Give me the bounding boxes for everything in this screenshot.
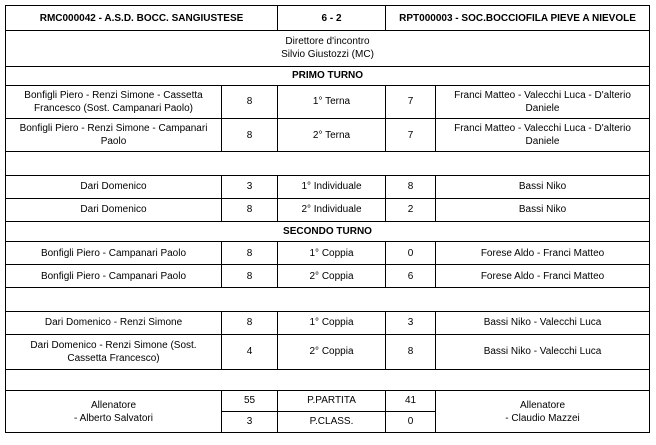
home-coach-cell xyxy=(6,391,222,433)
home-score: 8 xyxy=(222,119,278,152)
director-cell xyxy=(6,31,650,67)
away-score: 2 xyxy=(386,198,436,221)
home-coach-name: - Alberto Salvatori xyxy=(74,412,153,424)
game-row xyxy=(6,198,650,221)
game-type: 1° Coppia xyxy=(278,311,386,334)
home-players: Dari Domenico xyxy=(6,175,222,198)
header-row xyxy=(6,6,650,31)
away-coach-name: - Claudio Mazzei xyxy=(505,412,580,424)
away-coach-label: Allenatore xyxy=(520,399,566,411)
spacer-cell xyxy=(6,370,650,391)
class-label: P.CLASS. xyxy=(278,411,386,432)
away-coach-cell xyxy=(436,391,650,433)
footer-row-partita xyxy=(6,391,650,412)
game-type: 1° Terna xyxy=(278,85,386,118)
home-team-name: RMC000042 - A.S.D. BOCC. SANGIUSTESE xyxy=(6,6,278,31)
director-title: Direttore d'incontro xyxy=(285,36,370,48)
away-team-name: RPT000003 - SOC.BOCCIOFILA PIEVE A NIEVOLE xyxy=(386,6,650,31)
turn-heading-row xyxy=(6,66,650,85)
spacer-row xyxy=(6,288,650,311)
home-players: Bonfigli Piero - Renzi Simone - Cassetta Francesco (Sost. Campanari Paolo) xyxy=(6,85,222,118)
away-players: Forese Aldo - Franci Matteo xyxy=(436,242,650,265)
game-row xyxy=(6,265,650,288)
director-row xyxy=(6,31,650,67)
home-score: 8 xyxy=(222,85,278,118)
game-row xyxy=(6,242,650,265)
game-row xyxy=(6,334,650,370)
away-score: 7 xyxy=(386,85,436,118)
home-players: Bonfigli Piero - Campanari Paolo xyxy=(6,265,222,288)
turn-title: PRIMO TURNO xyxy=(6,66,650,85)
spacer-cell xyxy=(6,152,650,175)
home-players: Bonfigli Piero - Campanari Paolo xyxy=(6,242,222,265)
game-row xyxy=(6,119,650,152)
spacer-cell xyxy=(6,288,650,311)
director-name: Silvio Giustozzi (MC) xyxy=(281,49,374,61)
home-players: Dari Domenico xyxy=(6,198,222,221)
home-coach-label: Allenatore xyxy=(90,399,137,411)
away-score: 0 xyxy=(386,242,436,265)
game-row xyxy=(6,311,650,334)
class-home: 3 xyxy=(222,411,278,432)
turn-title: SECONDO TURNO xyxy=(6,221,650,242)
partita-home: 55 xyxy=(222,391,278,412)
turn-heading-row xyxy=(6,221,650,242)
away-players: Forese Aldo - Franci Matteo xyxy=(436,265,650,288)
home-score: 8 xyxy=(222,265,278,288)
match-report-table xyxy=(5,5,650,433)
home-players: Dari Domenico - Renzi Simone xyxy=(6,311,222,334)
game-row xyxy=(6,85,650,118)
game-type: 2° Coppia xyxy=(278,334,386,370)
partita-label: P.PARTITA xyxy=(278,391,386,412)
partita-away: 41 xyxy=(386,391,436,412)
class-away: 0 xyxy=(386,411,436,432)
home-score: 8 xyxy=(222,198,278,221)
away-players: Bassi Niko xyxy=(436,198,650,221)
game-type: 2° Terna xyxy=(278,119,386,152)
spacer-row xyxy=(6,370,650,391)
away-score: 8 xyxy=(386,175,436,198)
game-type: 2° Coppia xyxy=(278,265,386,288)
home-players: Bonfigli Piero - Renzi Simone - Campanari Paolo xyxy=(6,119,222,152)
away-score: 6 xyxy=(386,265,436,288)
home-players: Dari Domenico - Renzi Simone (Sost. Cassetta Francesco) xyxy=(6,334,222,370)
away-players: Bassi Niko - Valecchi Luca xyxy=(436,334,650,370)
away-score: 8 xyxy=(386,334,436,370)
game-type: 1° Coppia xyxy=(278,242,386,265)
away-score: 3 xyxy=(386,311,436,334)
away-players: Bassi Niko xyxy=(436,175,650,198)
spacer-row xyxy=(6,152,650,175)
away-players: Franci Matteo - Valecchi Luca - D'alterio Daniele xyxy=(436,85,650,118)
game-type: 1° Individuale xyxy=(278,175,386,198)
away-score: 7 xyxy=(386,119,436,152)
home-score: 8 xyxy=(222,242,278,265)
away-players: Franci Matteo - Valecchi Luca - D'alterio Daniele xyxy=(436,119,650,152)
game-row xyxy=(6,175,650,198)
home-score: 3 xyxy=(222,175,278,198)
home-score: 4 xyxy=(222,334,278,370)
game-type: 2° Individuale xyxy=(278,198,386,221)
home-score: 8 xyxy=(222,311,278,334)
away-players: Bassi Niko - Valecchi Luca xyxy=(436,311,650,334)
match-score: 6 - 2 xyxy=(278,6,386,31)
